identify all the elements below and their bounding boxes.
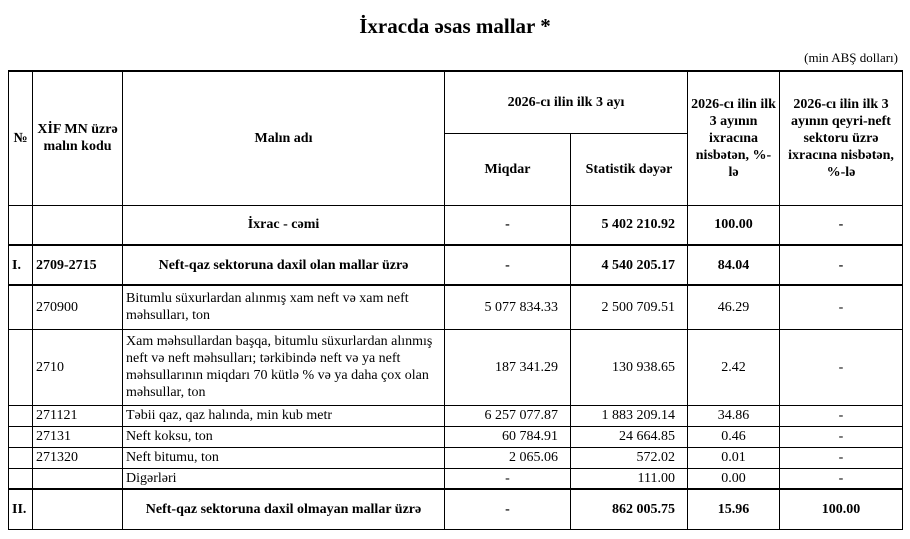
row-share: 0.01	[688, 447, 780, 468]
row-no	[9, 447, 33, 468]
row-share: 0.46	[688, 426, 780, 447]
row-no	[9, 329, 33, 405]
row-code	[33, 205, 123, 245]
row-share: 84.04	[688, 245, 780, 285]
row-no	[9, 426, 33, 447]
table-row	[9, 447, 903, 468]
row-value: 572.02	[571, 447, 688, 468]
table-row	[9, 329, 903, 405]
row-code: 271320	[33, 447, 123, 468]
header-qty: Miqdar	[445, 133, 571, 205]
header-code: XİF MN üzrə malın kodu	[33, 71, 123, 205]
row-share: 15.96	[688, 489, 780, 529]
row-no	[9, 405, 33, 426]
row-name: Neft bitumu, ton	[123, 447, 445, 468]
row-qty: 60 784.91	[445, 426, 571, 447]
row-qty: 187 341.29	[445, 329, 571, 405]
table-row	[9, 405, 903, 426]
header-period: 2026-cı ilin ilk 3 ayı	[445, 71, 688, 133]
page-title: İxracda əsas mallar *	[359, 14, 551, 38]
header-no: №	[9, 71, 33, 205]
table-row	[9, 205, 903, 245]
row-qty: 2 065.06	[445, 447, 571, 468]
row-share: 100.00	[688, 205, 780, 245]
row-no: II.	[9, 489, 33, 529]
header-share-non-oil: 2026-cı ilin ilk 3 ayının qeyri-neft sektoru üzrə ixracına nisbətən, %-lə	[780, 71, 903, 205]
row-name: İxrac - cəmi	[123, 205, 445, 245]
row-qty: 5 077 834.33	[445, 285, 571, 329]
row-share-non-oil: -	[780, 245, 903, 285]
table-row	[9, 489, 903, 529]
table-row	[9, 285, 903, 329]
row-name: Təbii qaz, qaz halında, min kub metr	[123, 405, 445, 426]
row-share-non-oil: -	[780, 447, 903, 468]
row-share: 2.42	[688, 329, 780, 405]
row-name: Digərləri	[123, 468, 445, 489]
row-code: 2709-2715	[33, 245, 123, 285]
table-row	[9, 426, 903, 447]
row-name: Xam məhsullardan başqa, bitumlu süxurlardan alınmış neft və neft məhsulları; tərkibində neft və ya neft məhsullarının miqdarı 70 kütlə % və ya daha çox olan məhsullar, ton	[123, 329, 445, 405]
row-share-non-oil: 100.00	[780, 489, 903, 529]
row-qty: -	[445, 205, 571, 245]
row-code: 2710	[33, 329, 123, 405]
row-value: 5 402 210.92	[571, 205, 688, 245]
row-name: Neft koksu, ton	[123, 426, 445, 447]
header-name: Malın adı	[123, 71, 445, 205]
row-share-non-oil: -	[780, 329, 903, 405]
row-value: 1 883 209.14	[571, 405, 688, 426]
row-name: Bitumlu süxurlardan alınmış xam neft və xam neft məhsulları, ton	[123, 285, 445, 329]
row-value: 24 664.85	[571, 426, 688, 447]
row-share-non-oil: -	[780, 285, 903, 329]
row-share-non-oil: -	[780, 468, 903, 489]
row-value: 862 005.75	[571, 489, 688, 529]
row-value: 4 540 205.17	[571, 245, 688, 285]
row-no	[9, 285, 33, 329]
exports-table	[8, 70, 903, 530]
row-share: 0.00	[688, 468, 780, 489]
row-name: Neft-qaz sektoruna daxil olan mallar üzrə	[123, 245, 445, 285]
row-no: I.	[9, 245, 33, 285]
row-qty: 6 257 077.87	[445, 405, 571, 426]
row-qty: -	[445, 489, 571, 529]
row-share: 34.86	[688, 405, 780, 426]
row-value: 111.00	[571, 468, 688, 489]
row-qty: -	[445, 245, 571, 285]
header-value: Statistik dəyər	[571, 133, 688, 205]
row-share-non-oil: -	[780, 405, 903, 426]
table-row	[9, 245, 903, 285]
header-share: 2026-cı ilin ilk 3 ayının ixracına nisbətən, %-lə	[688, 71, 780, 205]
row-code: 271121	[33, 405, 123, 426]
table-row	[9, 468, 903, 489]
row-value: 2 500 709.51	[571, 285, 688, 329]
row-no	[9, 468, 33, 489]
row-value: 130 938.65	[571, 329, 688, 405]
row-code: 27131	[33, 426, 123, 447]
row-qty: -	[445, 468, 571, 489]
row-code: 270900	[33, 285, 123, 329]
row-share-non-oil: -	[780, 205, 903, 245]
row-code	[33, 489, 123, 529]
row-no	[9, 205, 33, 245]
unit-label: (min ABŞ dolları)	[804, 50, 898, 65]
row-name: Neft-qaz sektoruna daxil olmayan mallar üzrə	[123, 489, 445, 529]
row-share-non-oil: -	[780, 426, 903, 447]
row-code	[33, 468, 123, 489]
row-share: 46.29	[688, 285, 780, 329]
